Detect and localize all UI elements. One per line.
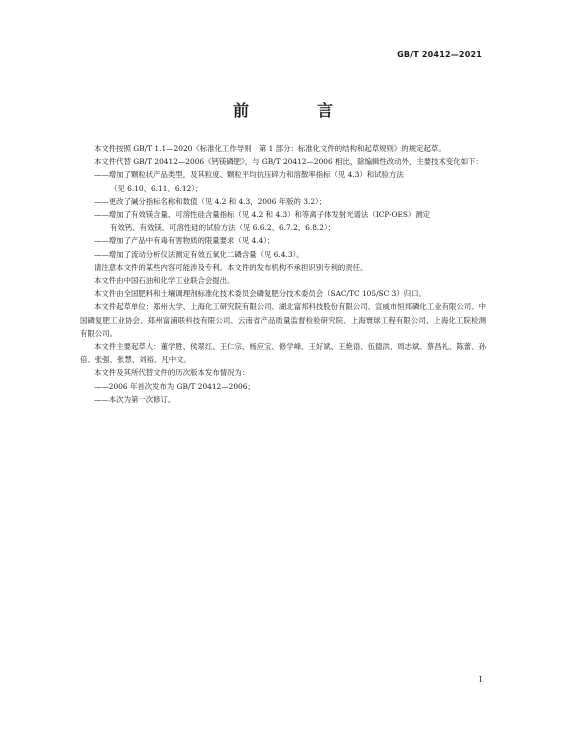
paragraph: 本文件由全国肥料和土壤调理剂标准化技术委员会磷复肥分技术委员会（SAC/TC 105/SC 3）归口。 [94, 289, 426, 299]
paragraph: 本文件及其所代替文件的历次版本发布情况为： [94, 368, 250, 378]
list-item-continuation: 有效钙、有效镁、可溶性硅的试验方法（见 6.6.2、6.7.2、6.8.2）； [110, 223, 336, 233]
paragraph: 本文件按照 GB/T 1.1—2020《标准化工作导则 第 1 部分：标准化文件的结构和起草规则》的规定起草。 [94, 144, 446, 153]
list-item: ——增加了产品中有毒有害物质的限量要求（见 4.4）； [94, 236, 275, 246]
paragraph: 请注意本文件的某些内容可能涉及专利。本文件的发布机构不承担识别专利的责任。 [94, 262, 368, 272]
list-item: ——2006 年首次发布为 GB/T 20412—2006； [94, 381, 255, 391]
standard-number: GB/T 20412—2021 [397, 50, 482, 59]
list-item-continuation: （见 6.10、6.11、6.12）； [110, 183, 203, 193]
paragraph: 本文件主要起草人：董学胜、侯翠红、王仁宗、杨应宝、修学峰、王好斌、王艳语、伍德洪、周志斌、蔡昌礼、陈蕾、孙倍、张强、张慧、刘裕、凡中文。 [80, 342, 486, 365]
page-title: 前 言 [232, 101, 359, 120]
list-item: ——本次为第一次修订。 [94, 394, 176, 404]
paragraph: 本文件代替 GB/T 20412—2006《钙镁磷肥》，与 GB/T 20412—2006 相比，除编辑性改动外，主要技术变化如下： [94, 157, 483, 167]
list-item: ——增加了有效镁含量、可溶性硅含量指标（见 4.2 和 4.3）和等离子体发射光谱法（ICP-OES）测定 [94, 210, 431, 220]
list-item: ——更改了碱分指标名称和数值（见 4.2 和 4.3，2006 年版的 3.2）； [94, 196, 327, 206]
page-number: I [478, 675, 482, 684]
list-item: ——增加了颗粒状产品类型，及其粒度、颗粒平均抗压碎力和溶散率指标（见 4.3）和试验方法 [94, 170, 404, 180]
paragraph: 本文件起草单位：郑州大学、上海化工研究院有限公司、湖北富邦科技股份有限公司、宣威市恒邦磷化工业有限公司、中国磷复肥工业协会、郑州富浦联科技有限公司、云南省产品质量监督检验研究院、上海寰球工程有限公司、上海化工院检测有限公司。 [80, 302, 486, 338]
foreword-body [80, 142, 486, 406]
list-item: ——增加了流动分析仪法测定有效五氧化二磷含量（见 6.4.3）。 [94, 249, 304, 259]
paragraph: 本文件由中国石油和化学工业联合会提出。 [94, 276, 235, 286]
